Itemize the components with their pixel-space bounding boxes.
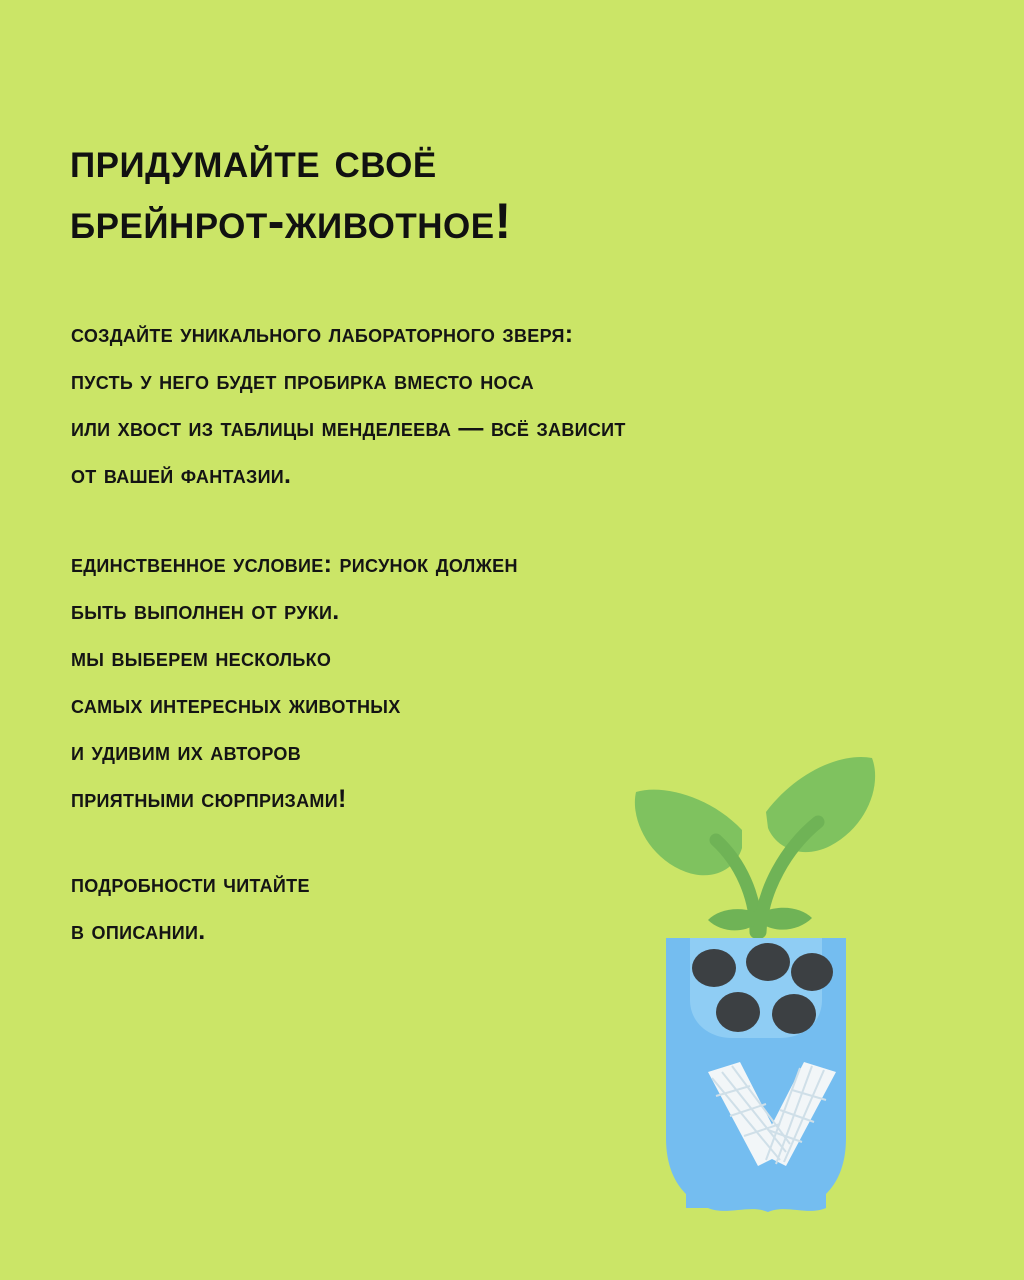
paragraph-line: создайте уникального лабораторного зверя:: [71, 320, 574, 348]
paragraph-line: мы выберем несколько: [71, 644, 332, 672]
leaf-right-icon: [766, 757, 875, 852]
leaflet-left-icon: [708, 909, 756, 930]
leaflet-right-icon: [762, 908, 812, 930]
seed-icon: [746, 943, 790, 981]
paragraph-line: и удивим их авторов: [71, 738, 302, 766]
page-title: [70, 130, 870, 252]
paragraph-line: или хвост из таблицы менделеева — всё зависит: [71, 414, 626, 442]
seed-icon: [692, 949, 736, 987]
page-title-line-2: брейнрот-животное!: [70, 192, 512, 249]
paragraph-line: подробности читайте: [71, 870, 310, 898]
paragraph-line: приятными сюрпризами!: [71, 785, 347, 813]
paragraph-line: быть выполнен от руки.: [71, 597, 340, 625]
paragraph-line: самых интересных животных: [71, 691, 401, 719]
paragraph-line: от вашей фантазии.: [71, 461, 292, 489]
sprout-in-bottle-illustration: [590, 700, 920, 1220]
seed-icon: [772, 994, 816, 1034]
bottle-base-icon: [686, 1196, 826, 1212]
seed-icon: [716, 992, 760, 1032]
paragraph-line: единственное условие: рисунок должен: [71, 550, 518, 578]
paragraph-line: в описании.: [71, 917, 206, 945]
page-title-line-1: придумайте своё: [70, 131, 437, 188]
paragraph-line: пусть у него будет пробирка вместо носа: [71, 367, 534, 395]
paragraph-brief: [71, 322, 901, 488]
leaf-left-icon: [635, 790, 742, 876]
seed-icon: [791, 953, 833, 991]
